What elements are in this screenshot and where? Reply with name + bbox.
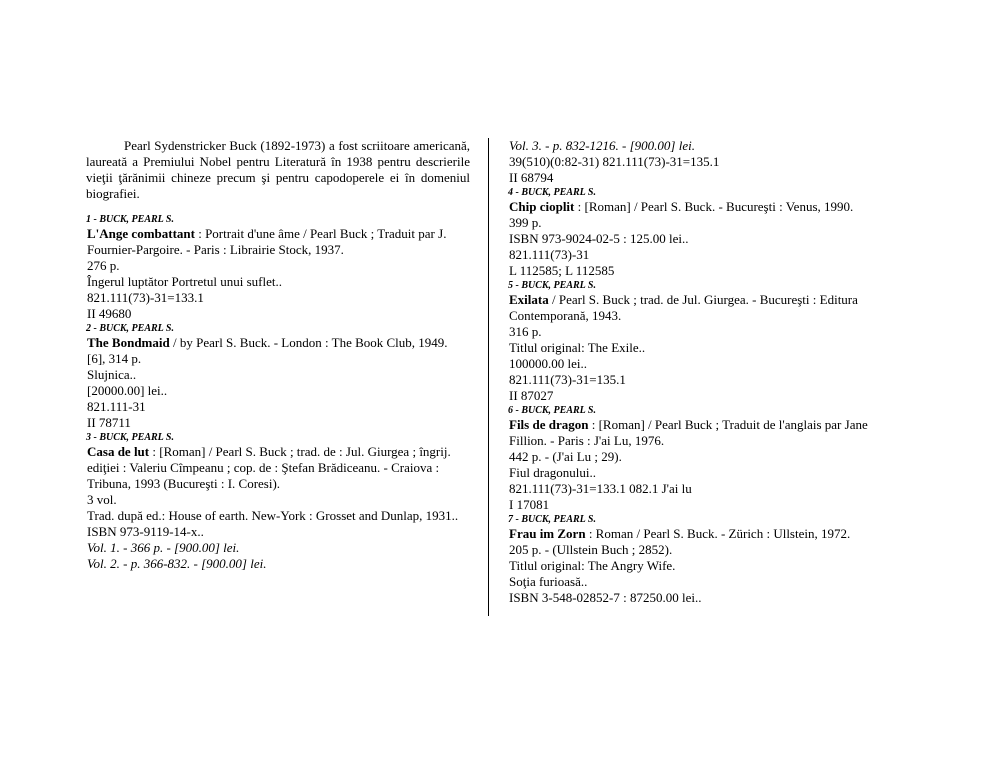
entry-line: ISBN 973-9024-02-5 : 125.00 lei.. <box>509 231 689 246</box>
entry-line: II 49680 <box>87 306 132 321</box>
entry-line: 821.111-31 <box>87 399 146 414</box>
entry-title: Casa de lut <box>87 444 150 459</box>
entry-line: 3 vol. <box>87 492 117 507</box>
entry-line: 442 p. - (J'ai Lu ; 29). <box>509 449 622 464</box>
entry-header: 7 - BUCK, PEARL S. <box>508 514 596 525</box>
entry-line: 316 p. <box>509 324 542 339</box>
entry-line: [6], 314 p. <box>87 351 142 366</box>
catalog-entry-4 <box>508 187 908 279</box>
catalog-entry-2 <box>86 323 470 431</box>
left-column <box>86 138 470 572</box>
entry-header: 2 - BUCK, PEARL S. <box>86 323 174 334</box>
entry-line: 205 p. - (Ullstein Buch ; 2852). <box>509 542 673 557</box>
entry-desc: : [Roman] / Pearl S. Buck ; trad. de : Jul. Giurgea ; îngrij. ediţiei : Valeriu Cîmpeanu ; cop. de : Ştefan Brădiceanu. - Craiova : Tribuna, 1993 (Bucureşti : I. Coresi). <box>87 444 451 491</box>
entry-title: L'Ange combattant <box>87 226 195 241</box>
entry-title: Exilata <box>509 292 549 307</box>
entry-header: 3 - BUCK, PEARL S. <box>86 432 174 443</box>
catalog-entry-5 <box>508 280 908 404</box>
right-column <box>508 138 908 606</box>
entry-header: 6 - BUCK, PEARL S. <box>508 405 596 416</box>
entry-description <box>86 335 470 351</box>
catalog-entry-3 <box>86 432 470 572</box>
entry-line: 821.111(73)-31=133.1 <box>87 290 204 305</box>
entry-line: Titlul original: The Exile.. <box>509 340 646 355</box>
entry-header: 1 - BUCK, PEARL S. <box>86 214 174 225</box>
entry-line: ISBN 973-9119-14-x.. <box>87 524 204 539</box>
entry-line: 821.111(73)-31=133.1 082.1 J'ai lu <box>509 481 692 496</box>
entry-header: 5 - BUCK, PEARL S. <box>508 280 596 291</box>
entry-line: Trad. după ed.: House of earth. New-York : Grosset and Dunlap, 1931.. <box>87 508 459 523</box>
entry-line: II 87027 <box>509 388 554 403</box>
entry-line: 821.111(73)-31 <box>509 247 590 262</box>
entry-description <box>508 199 908 215</box>
entry-desc: / by Pearl S. Buck. - London : The Book Club, 1949. <box>169 335 448 350</box>
catalog-entry-7 <box>508 514 908 606</box>
entry-line: ISBN 3-548-02852-7 : 87250.00 lei.. <box>509 590 702 605</box>
entry-line: Îngerul luptător Portretul unui suflet.. <box>87 274 282 289</box>
entry-desc: : Roman / Pearl S. Buck. - Zürich : Ullstein, 1972. <box>585 526 851 541</box>
intro-paragraph: Pearl Sydenstricker Buck (1892-1973) a fost scriitoare americană, laureată a Premiului Nobel pentru Literatură în 1938 pentru descrierile vieţii ţărănimii chineze precum şi pentru capodoperele ei în domeniul biografiei. <box>86 138 470 201</box>
entry-line: II 68794 <box>509 170 554 185</box>
entry-line: Fiul dragonului.. <box>509 465 597 480</box>
entry-title: Frau im Zorn <box>509 526 586 541</box>
entry-line: L 112585; L 112585 <box>509 263 615 278</box>
entry-line: 100000.00 lei.. <box>509 356 587 371</box>
entry-line: 276 p. <box>87 258 120 273</box>
entry-desc: : Portrait d'une âme / Pearl Buck ; Traduit par J. Fournier-Pargoire. - Paris : Librairie Stock, 1937. <box>87 226 447 257</box>
volume-line: Vol. 3. - p. 832-1216. - [900.00] lei. <box>509 138 695 153</box>
entry-description <box>508 417 908 449</box>
entry-description <box>508 292 908 324</box>
entry-line: Soţia furioasă.. <box>509 574 588 589</box>
volume-line: Vol. 1. - 366 p. - [900.00] lei. <box>87 540 240 555</box>
entry-line: I 17081 <box>509 497 550 512</box>
volume-line: Vol. 2. - p. 366-832. - [900.00] lei. <box>87 556 267 571</box>
entry-line: 399 p. <box>509 215 542 230</box>
entry-line: Titlul original: The Angry Wife. <box>509 558 676 573</box>
entry-line: II 78711 <box>87 415 131 430</box>
entry-line: 39(510)(0:82-31) 821.111(73)-31=135.1 <box>509 154 720 169</box>
entry-title: The Bondmaid <box>87 335 170 350</box>
entry-description <box>508 526 908 542</box>
entry-description <box>86 444 470 492</box>
entry-desc: : [Roman] / Pearl Buck ; Traduit de l'anglais par Jane Fillion. - Paris : J'ai Lu, 1976. <box>509 417 868 448</box>
catalog-entry-6 <box>508 405 908 513</box>
entry-header: 4 - BUCK, PEARL S. <box>508 187 596 198</box>
catalog-entry-1 <box>86 214 470 322</box>
entry-line: [20000.00] lei.. <box>87 383 168 398</box>
entry-title: Fils de dragon <box>509 417 589 432</box>
entry-line: 821.111(73)-31=135.1 <box>509 372 626 387</box>
entry-desc: : [Roman] / Pearl S. Buck. - Bucureşti : Venus, 1990. <box>574 199 854 214</box>
entry-line: Slujnica.. <box>87 367 137 382</box>
entry-title: Chip cioplit <box>509 199 575 214</box>
entry-description <box>86 226 470 258</box>
column-divider <box>488 138 489 616</box>
entry-desc: / Pearl S. Buck ; trad. de Jul. Giurgea. - Bucureşti : Editura Contemporană, 1943. <box>509 292 858 323</box>
catalog-entry-3-continued <box>508 138 908 186</box>
